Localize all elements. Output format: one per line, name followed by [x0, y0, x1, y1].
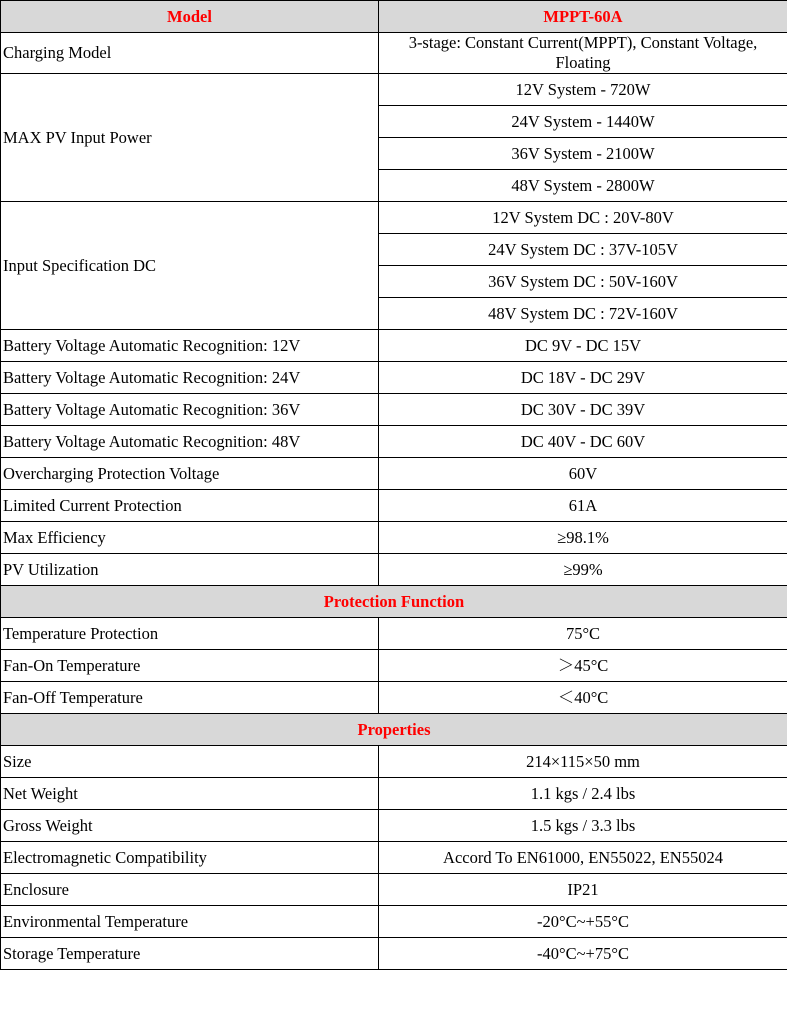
- row-label: Gross Weight: [1, 810, 379, 842]
- row-value: DC 9V - DC 15V: [379, 330, 787, 362]
- table-row: [1, 522, 787, 554]
- table-row: [1, 874, 787, 906]
- row-value: ≥99%: [379, 554, 787, 586]
- row-value: 61A: [379, 490, 787, 522]
- row-label: Limited Current Protection: [1, 490, 379, 522]
- row-label: PV Utilization: [1, 554, 379, 586]
- row-label: Enclosure: [1, 874, 379, 906]
- max-pv-power-value: 24V System - 1440W: [379, 106, 787, 138]
- row-value: IP21: [379, 874, 787, 906]
- input-spec-label: Input Specification DC: [1, 202, 379, 330]
- row-label: Storage Temperature: [1, 938, 379, 970]
- row-value: Accord To EN61000, EN55022, EN55024: [379, 842, 787, 874]
- section-title: Protection Function: [1, 586, 787, 618]
- row-value: DC 40V - DC 60V: [379, 426, 787, 458]
- max-pv-power-value: 12V System - 720W: [379, 74, 787, 106]
- table-row: [1, 842, 787, 874]
- row-value: -20°C~+55°C: [379, 906, 787, 938]
- table-row: [1, 618, 787, 650]
- max-pv-power-label: MAX PV Input Power: [1, 74, 379, 202]
- table-row: [1, 458, 787, 490]
- row-value: DC 30V - DC 39V: [379, 394, 787, 426]
- charging-model-label: Charging Model: [1, 33, 379, 74]
- row-value: 1.1 kgs / 2.4 lbs: [379, 778, 787, 810]
- table-row: [1, 202, 787, 234]
- row-label: Max Efficiency: [1, 522, 379, 554]
- row-label: Size: [1, 746, 379, 778]
- input-spec-value: 48V System DC : 72V-160V: [379, 298, 787, 330]
- table-row: [1, 490, 787, 522]
- row-label: Environmental Temperature: [1, 906, 379, 938]
- table-row: [1, 682, 787, 714]
- max-pv-power-value: 36V System - 2100W: [379, 138, 787, 170]
- row-value: ≥98.1%: [379, 522, 787, 554]
- table-row: [1, 650, 787, 682]
- input-spec-value: 24V System DC : 37V-105V: [379, 234, 787, 266]
- row-label: Battery Voltage Automatic Recognition: 48V: [1, 426, 379, 458]
- row-value: 60V: [379, 458, 787, 490]
- table-row: [1, 33, 787, 74]
- table-row: [1, 330, 787, 362]
- table-row: [1, 810, 787, 842]
- input-spec-value: 12V System DC : 20V-80V: [379, 202, 787, 234]
- row-value: DC 18V - DC 29V: [379, 362, 787, 394]
- row-label: Net Weight: [1, 778, 379, 810]
- model-value: MPPT-60A: [379, 1, 787, 33]
- table-row: [1, 394, 787, 426]
- input-spec-value: 36V System DC : 50V-160V: [379, 266, 787, 298]
- table-row: [1, 746, 787, 778]
- max-pv-power-value: 48V System - 2800W: [379, 170, 787, 202]
- row-value: 214×115×50 mm: [379, 746, 787, 778]
- row-value: ＜40°C: [379, 682, 787, 714]
- charging-model-value: 3-stage: Constant Current(MPPT), Constant Voltage, Floating: [379, 33, 787, 74]
- table-row: [1, 938, 787, 970]
- row-label: Battery Voltage Automatic Recognition: 24V: [1, 362, 379, 394]
- table-row: [1, 362, 787, 394]
- row-label: Battery Voltage Automatic Recognition: 12V: [1, 330, 379, 362]
- table-row: [1, 74, 787, 106]
- section-header-protection: [1, 586, 787, 618]
- table-row: [1, 778, 787, 810]
- section-header-properties: [1, 714, 787, 746]
- row-label: Overcharging Protection Voltage: [1, 458, 379, 490]
- model-label: Model: [1, 1, 379, 33]
- row-value: -40°C~+75°C: [379, 938, 787, 970]
- section-title: Properties: [1, 714, 787, 746]
- table-row: [1, 426, 787, 458]
- row-label: Fan-On Temperature: [1, 650, 379, 682]
- row-value: ＞45°C: [379, 650, 787, 682]
- row-label: Fan-Off Temperature: [1, 682, 379, 714]
- table-row: [1, 906, 787, 938]
- table-row: [1, 554, 787, 586]
- row-value: 75°C: [379, 618, 787, 650]
- row-value: 1.5 kgs / 3.3 lbs: [379, 810, 787, 842]
- header-row: [1, 1, 787, 33]
- row-label: Battery Voltage Automatic Recognition: 36V: [1, 394, 379, 426]
- row-label: Electromagnetic Compatibility: [1, 842, 379, 874]
- row-label: Temperature Protection: [1, 618, 379, 650]
